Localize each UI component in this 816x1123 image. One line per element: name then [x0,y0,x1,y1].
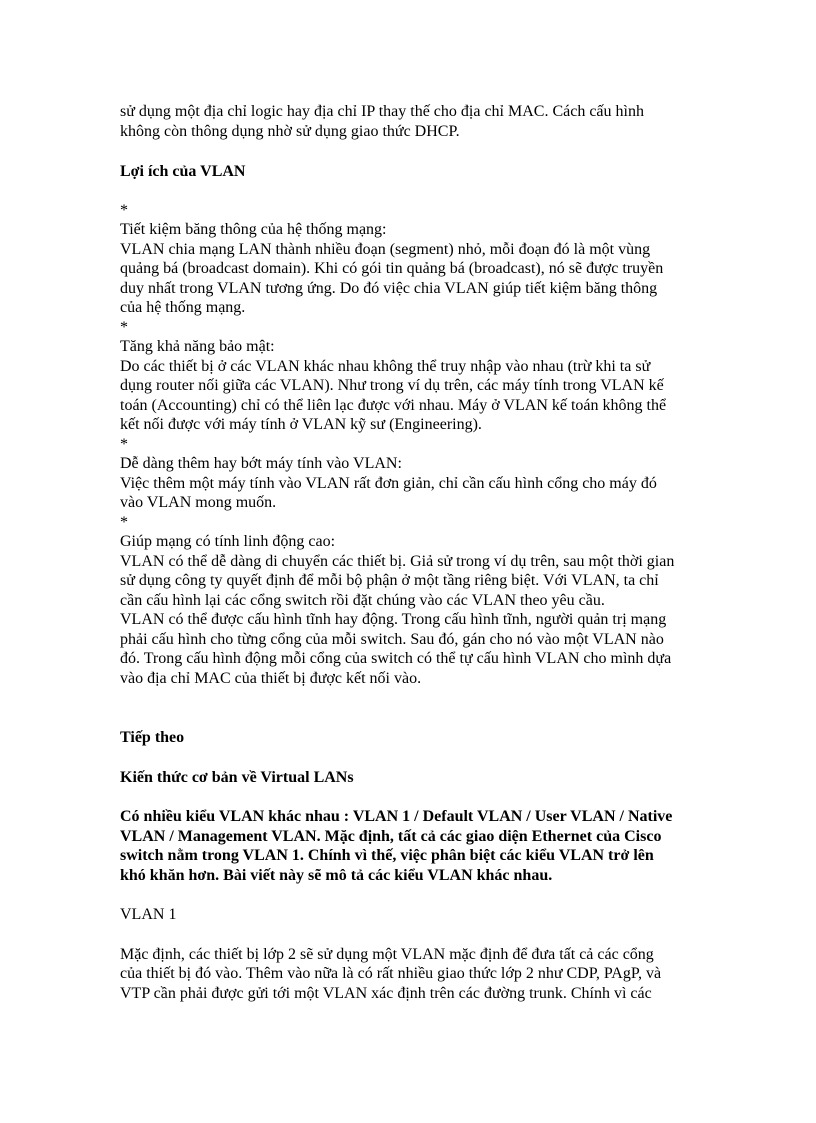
text-line: phải cấu hình cho từng cổng của mỗi switch. Sau đó, gán cho nó vào một VLAN nào [120,630,664,648]
text-line: sử dụng một địa chỉ logic hay địa chỉ IP thay thế cho địa chỉ MAC. Cách cấu hình [120,103,644,120]
document-body [120,102,700,1003]
text-line: dụng router nối giữa các VLAN). Như trong ví dụ trên, các máy tính trong VLAN kế [120,377,664,394]
text-line: của thiết bị đó vào. Thêm vào nữa là có rất nhiều giao thức lớp 2 như CDP, PAgP, và [120,965,662,982]
benefits-heading: Lợi ích của VLAN [120,163,246,180]
text-line: switch nằm trong VLAN 1. Chính vì thế, việc phân biệt các kiểu VLAN trở lên [120,847,654,864]
text-line: VTP cần phải được gửi tới một VLAN xác định trên các đường trunk. Chính vì các [120,984,652,1002]
vlan1-paragraph [120,945,700,1004]
bullet-marker: * [120,318,128,336]
text-line: vào địa chỉ MAC của thiết bị được kết nối vào. [120,669,422,687]
intro-paragraph [120,102,700,141]
text-line: cần cấu hình lại các cổng switch rồi đặt chúng vào các VLAN theo yêu cầu. [120,591,605,609]
text-line: Có nhiều kiểu VLAN khác nhau : VLAN 1 / Default VLAN / User VLAN / Native [120,808,673,825]
text-line: sử dụng công ty quyết định để mỗi bộ phận ở một tầng riêng biệt. Với VLAN, ta chỉ [120,572,659,589]
text-line: VLAN chia mạng LAN thành nhiều đoạn (segment) nhỏ, mỗi đoạn đó là một vùng [120,240,651,258]
text-line: không còn thông dụng nhờ sử dụng giao thức DHCP. [120,122,460,140]
benefit-add-remove [120,435,700,513]
article-lead [120,807,700,885]
text-line: toán (Accounting) chỉ có thể liên lạc được với nhau. Máy ở VLAN kế toán không thể [120,396,667,414]
article-title: Kiến thức cơ bản về Virtual LANs [120,768,354,786]
benefit-title: Tiết kiệm băng thông của hệ thống mạng: [120,221,387,238]
text-line: quảng bá (broadcast domain). Khi có gói tin quảng bá (broadcast), nó sẽ được truyền [120,260,664,277]
benefit-security [120,318,700,435]
vlan1-heading: VLAN 1 [120,906,177,923]
text-line: đó. Trong cấu hình động mỗi cổng của switch có thể tự cấu hình VLAN cho mình dựa [120,650,672,667]
text-line: VLAN có thể dễ dàng di chuyển các thiết bị. Giả sử trong ví dụ trên, sau một thời gian [120,552,675,570]
text-line: khó khăn hơn. Bài viết này sẽ mô tả các kiểu VLAN khác nhau. [120,866,553,884]
text-line: kết nối được với máy tính ở VLAN kỹ sư (Engineering). [120,416,482,433]
text-line: Mặc định, các thiết bị lớp 2 sẽ sử dụng một VLAN mặc định để đưa tất cả các cổng [120,945,654,963]
text-line: duy nhất trong VLAN tương ứng. Do đó việc chia VLAN giúp tiết kiệm băng thông [120,279,658,297]
text-line: Do các thiết bị ở các VLAN khác nhau không thể truy nhập vào nhau (trừ khi ta sử [120,357,651,375]
benefit-bandwidth [120,201,700,318]
text-line: VLAN có thể được cấu hình tĩnh hay động. Trong cấu hình tĩnh, người quản trị mạng [120,611,667,628]
benefit-title: Tăng khả năng bảo mật: [120,338,275,355]
benefit-title: Dễ dàng thêm hay bớt máy tính vào VLAN: [120,455,402,472]
text-line: VLAN / Management VLAN. Mặc định, tất cả các giao diện Ethernet của Cisco [120,827,662,845]
next-label: Tiếp theo [120,729,185,746]
text-line: của hệ thống mạng. [120,299,246,316]
text-line: vào VLAN mong muốn. [120,494,277,511]
bullet-marker: * [120,513,128,531]
bullet-marker: * [120,201,128,219]
benefit-title: Giúp mạng có tính linh động cao: [120,533,336,550]
benefit-flexibility [120,513,700,689]
bullet-marker: * [120,435,128,453]
text-line: Việc thêm một máy tính vào VLAN rất đơn giản, chỉ cần cấu hình cổng cho máy đó [120,474,657,492]
